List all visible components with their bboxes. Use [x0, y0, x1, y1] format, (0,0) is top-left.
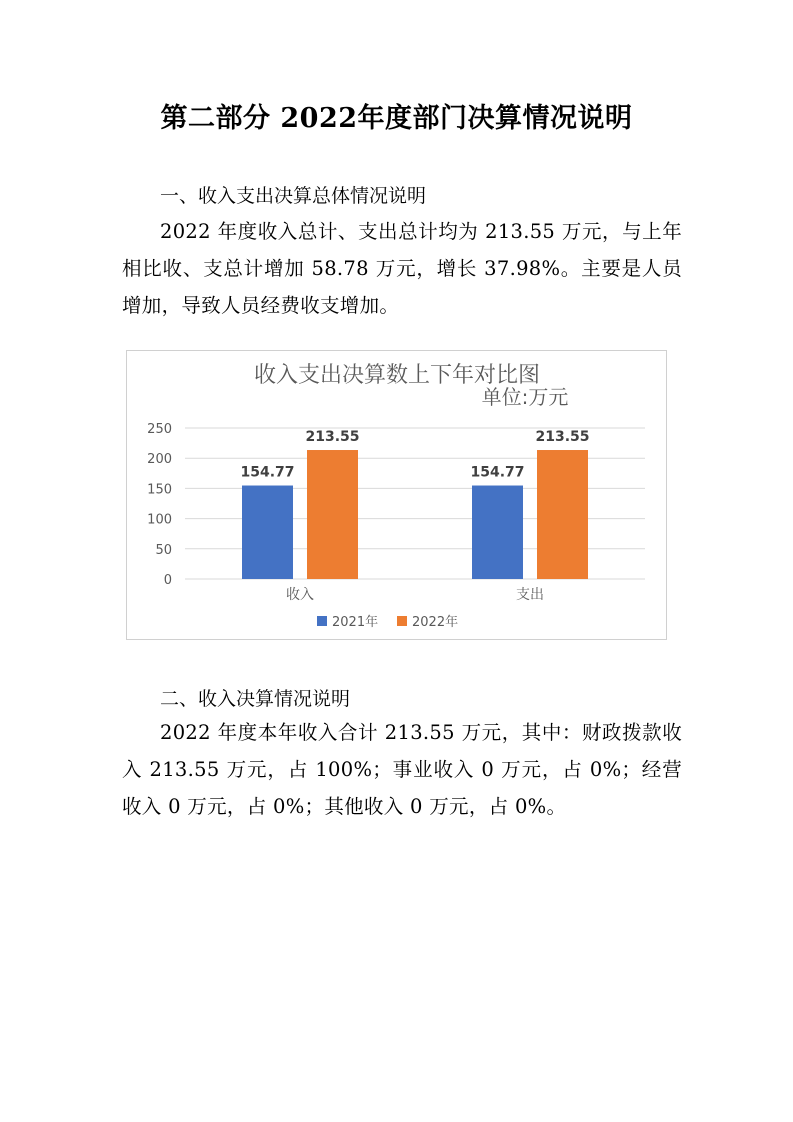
chart-subtitle: 单位:万元: [481, 385, 569, 409]
chart-title: 收入支出决算数上下年对比图: [253, 363, 541, 388]
section-paragraph-1: [122, 213, 682, 324]
y-tick-label: 50: [155, 542, 172, 558]
bar-2022年-收入: [307, 450, 358, 579]
x-tick-label: 收入: [286, 587, 314, 603]
bar-data-label: 154.77: [470, 464, 525, 481]
y-tick-label: 100: [147, 512, 172, 528]
chart-bars: [240, 429, 589, 579]
bar-2022年-支出: [537, 450, 588, 579]
bar-data-label: 213.55: [305, 429, 360, 446]
y-axis-ticks: [147, 422, 172, 588]
bar-data-label: 213.55: [535, 429, 590, 446]
bar-2021年-支出: [472, 486, 523, 579]
section-heading-2: 二、收入决算情况说明: [160, 688, 351, 710]
y-tick-label: 0: [163, 573, 172, 588]
y-tick-label: 150: [147, 482, 172, 498]
chart-legend: [317, 614, 458, 630]
chart-svg: [127, 351, 666, 639]
page-title: 第二部分 2022年度部门决算情况说明: [160, 103, 633, 134]
x-tick-label: 支出: [516, 587, 544, 603]
bar-chart: [126, 350, 667, 640]
legend-swatch: [397, 616, 407, 626]
y-tick-label: 200: [147, 452, 172, 468]
section-heading-1: 一、收入支出决算总体情况说明: [160, 185, 427, 207]
bar-data-label: 154.77: [240, 464, 295, 481]
x-axis-ticks: [286, 586, 544, 603]
legend-label: 2022年: [412, 615, 459, 630]
y-tick-label: 250: [147, 422, 172, 437]
legend-swatch: [317, 616, 327, 626]
section-paragraph-1-text: 2022 年度收入总计、支出总计均为 213.55 万元，与上年相比收、支总计增加 58.78 万元，增长 37.98%。主要是人员增加，导致人员经费收支增加。: [122, 220, 682, 317]
bar-2021年-收入: [242, 486, 293, 579]
legend-label: 2021年: [332, 615, 379, 630]
section-paragraph-2: [122, 714, 682, 825]
section-paragraph-2-text: 2022 年度本年收入合计 213.55 万元，其中：财政拨款收入 213.55 万元，占 100%；事业收入 0 万元，占 0%；经营收入 0 万元，占 0%；其他收入 0 万元，占 0%。: [122, 721, 682, 818]
